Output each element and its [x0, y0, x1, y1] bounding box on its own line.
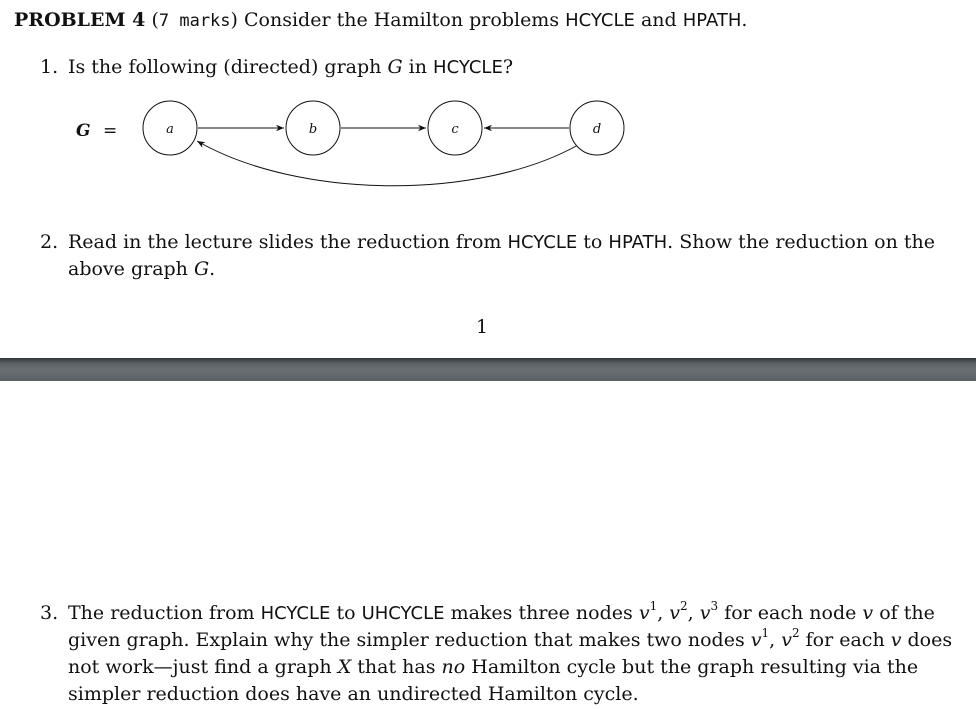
- q2-to: to: [583, 231, 603, 253]
- hcycle-term: HCYCLE: [433, 57, 503, 78]
- var-v: v: [862, 602, 874, 624]
- q1-text-in: in: [408, 56, 427, 78]
- var-v: v: [781, 629, 792, 651]
- q3-l2-c: does: [907, 629, 953, 651]
- graph-equals: =: [103, 121, 118, 141]
- node-c-label: c: [451, 122, 459, 137]
- node-b-label: b: [308, 122, 318, 137]
- q3-l1-c: for each node: [724, 602, 857, 624]
- var-v: v: [750, 629, 762, 651]
- hcycle-term: HCYCLE: [507, 232, 578, 253]
- question-2-text: [68, 229, 935, 283]
- q2-line2-a: above graph: [68, 258, 188, 280]
- directed-graph: [0, 90, 976, 200]
- marks-close: ): [230, 9, 238, 31]
- q3-l3-c: Hamilton cycle but the graph resulting via the: [471, 656, 919, 678]
- page-number: 1: [476, 316, 489, 338]
- q3-l2-a: given graph. Explain why the simpler reduction that makes two nodes: [68, 629, 745, 651]
- q3-l2-b: for each: [805, 629, 885, 651]
- question-3-number: 3.: [40, 602, 59, 624]
- q3-l1-d: of the: [879, 602, 935, 624]
- question-2-number: 2.: [40, 231, 59, 253]
- q3-l1-a: The reduction from: [68, 602, 255, 624]
- question-3-text: [68, 600, 952, 708]
- graph-symbol: G: [387, 56, 403, 78]
- q2-line1-a: Read in the lecture slides the reduction from: [68, 231, 502, 253]
- question-1-text: [68, 54, 513, 81]
- node-d-label: d: [592, 122, 602, 137]
- problem-heading: [14, 9, 747, 31]
- hcycle-term: HCYCLE: [260, 603, 331, 624]
- edge-d-a: [197, 141, 578, 186]
- comma: ,: [657, 602, 664, 624]
- question-1-number: 1.: [40, 56, 59, 78]
- heading-period: .: [741, 9, 748, 31]
- graph-label: G: [76, 121, 91, 141]
- q1-text-before: Is the following (directed) graph: [68, 56, 382, 78]
- question-mark: ?: [502, 56, 514, 78]
- hcycle-term: HCYCLE: [565, 10, 635, 31]
- q3-l4: simpler reduction does have an undirected Hamilton cycle.: [68, 683, 639, 705]
- sup-2: 2: [680, 598, 688, 613]
- node-a-label: a: [166, 122, 174, 137]
- graph-symbol: G: [193, 258, 210, 280]
- problem-marks: 7 marks: [158, 11, 231, 31]
- q2-line1-b: . Show the reduction on the: [667, 231, 935, 253]
- sup-2: 2: [791, 625, 800, 640]
- q3-l1-b: makes three nodes: [450, 602, 633, 624]
- q3-l3-b: that has: [357, 656, 436, 678]
- uhcycle-term: UHCYCLE: [361, 603, 445, 624]
- marks-open: (: [151, 9, 159, 31]
- emphasis-no: no: [441, 656, 466, 678]
- hpath-term: HPATH: [682, 10, 742, 31]
- var-v: v: [699, 602, 711, 624]
- problem-intro: Consider the Hamilton problems: [244, 9, 560, 31]
- sup-1: 1: [761, 625, 770, 640]
- var-x: X: [337, 656, 352, 678]
- comma: ,: [769, 629, 776, 651]
- q3-l3-a: not work—just find a graph: [68, 656, 332, 678]
- q3-to: to: [336, 602, 356, 624]
- problem-title: PROBLEM 4: [14, 9, 146, 31]
- var-v: v: [669, 602, 681, 624]
- and-word: and: [640, 9, 677, 31]
- comma: ,: [687, 602, 694, 624]
- page-separator: [0, 358, 976, 381]
- var-v: v: [638, 602, 650, 624]
- hpath-term: HPATH: [608, 232, 668, 253]
- sup-3: 3: [710, 598, 719, 613]
- sup-1: 1: [649, 598, 658, 613]
- var-v: v: [890, 629, 902, 651]
- q2-line2-end: .: [209, 258, 216, 280]
